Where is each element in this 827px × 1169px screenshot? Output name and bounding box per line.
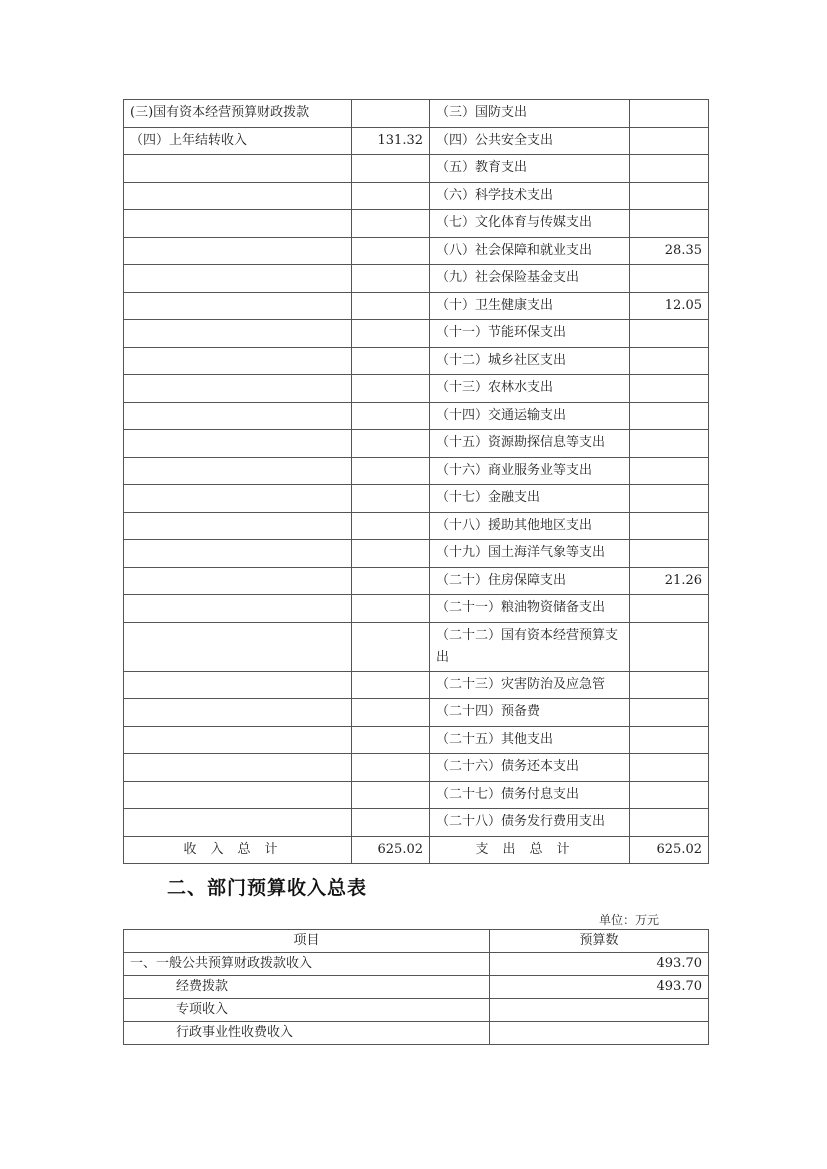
income-value-cell — [352, 809, 430, 837]
expense-value-cell — [630, 781, 709, 809]
expense-item-cell: （二十三）灾害防治及应急管 — [430, 671, 630, 699]
income-value-cell — [352, 375, 430, 403]
income-item-cell — [124, 182, 352, 210]
income-item-cell — [124, 292, 352, 320]
table-row — [124, 567, 709, 595]
table-row — [124, 976, 709, 999]
expense-value-cell — [630, 210, 709, 238]
table-row — [124, 402, 709, 430]
income-value-cell — [352, 567, 430, 595]
expense-value-cell — [630, 457, 709, 485]
income-value-cell — [352, 622, 430, 671]
income-value-cell — [352, 699, 430, 727]
table-row — [124, 457, 709, 485]
income-value-cell — [352, 430, 430, 458]
table-row — [124, 671, 709, 699]
budget-table-body — [124, 100, 709, 864]
table-row — [124, 754, 709, 782]
income-item-label: 行政事业性收费收入 — [124, 1022, 490, 1045]
income-item-cell — [124, 671, 352, 699]
expense-value-cell: 21.26 — [630, 567, 709, 595]
expense-item-cell: （十五）资源勘探信息等支出 — [430, 430, 630, 458]
income-item-cell — [124, 237, 352, 265]
income-item-value: 493.70 — [490, 953, 709, 976]
income-item-cell — [124, 375, 352, 403]
income-item-value: 493.70 — [490, 976, 709, 999]
expense-item-cell: （二十八）债务发行费用支出 — [430, 809, 630, 837]
expense-value-cell — [630, 155, 709, 183]
expense-item-cell: （三）国防支出 — [430, 100, 630, 128]
income-item-cell — [124, 430, 352, 458]
income-table-body — [124, 953, 709, 1045]
income-value-cell — [352, 671, 430, 699]
income-total-value: 625.02 — [352, 836, 430, 864]
income-item-label: 经费拨款 — [124, 976, 490, 999]
table-row — [124, 781, 709, 809]
expense-item-cell: （二十五）其他支出 — [430, 726, 630, 754]
expense-value-cell — [630, 809, 709, 837]
income-value-cell — [352, 237, 430, 265]
table-row — [124, 1022, 709, 1045]
expense-value-cell — [630, 127, 709, 155]
income-value-cell — [352, 512, 430, 540]
expense-value-cell — [630, 320, 709, 348]
table-row — [124, 182, 709, 210]
income-item-label: 一、一般公共预算财政拨款收入 — [124, 953, 490, 976]
income-item-cell — [124, 726, 352, 754]
table-row — [124, 155, 709, 183]
expense-item-cell: （十）卫生健康支出 — [430, 292, 630, 320]
expense-total-value: 625.02 — [630, 836, 709, 864]
table-row — [124, 726, 709, 754]
expense-item-cell: （八）社会保障和就业支出 — [430, 237, 630, 265]
table-row — [124, 210, 709, 238]
expense-item-cell: （二十二）国有资本经营预算支出 — [430, 622, 630, 671]
expense-item-cell: （二十六）债务还本支出 — [430, 754, 630, 782]
income-value-cell — [352, 210, 430, 238]
expense-value-cell — [630, 622, 709, 671]
section-title: 二、部门预算收入总表 — [167, 877, 368, 899]
expense-value-cell — [630, 430, 709, 458]
expense-item-cell: （十一）节能环保支出 — [430, 320, 630, 348]
income-item-value — [490, 999, 709, 1022]
income-item-cell — [124, 265, 352, 293]
income-value-cell — [352, 595, 430, 623]
expense-item-cell: （二十七）债务付息支出 — [430, 781, 630, 809]
expense-value-cell — [630, 265, 709, 293]
expense-value-cell — [630, 540, 709, 568]
expense-item-cell: （二十四）预备费 — [430, 699, 630, 727]
income-summary-table — [123, 929, 709, 1045]
table-row — [124, 595, 709, 623]
table-row — [124, 375, 709, 403]
table-row — [124, 512, 709, 540]
income-item-cell — [124, 595, 352, 623]
income-value-cell — [352, 155, 430, 183]
income-value-cell — [352, 182, 430, 210]
table-row — [124, 485, 709, 513]
income-item-cell — [124, 781, 352, 809]
expense-value-cell — [630, 100, 709, 128]
expense-item-cell: （二十）住房保障支出 — [430, 567, 630, 595]
income-item-cell — [124, 155, 352, 183]
table-row — [124, 430, 709, 458]
income-item-cell — [124, 540, 352, 568]
expense-value-cell — [630, 402, 709, 430]
table-row — [124, 127, 709, 155]
expense-item-cell: （九）社会保险基金支出 — [430, 265, 630, 293]
income-value-cell — [352, 726, 430, 754]
income-item-cell — [124, 754, 352, 782]
expense-value-cell: 28.35 — [630, 237, 709, 265]
table-row — [124, 265, 709, 293]
income-value-cell — [352, 320, 430, 348]
income-item-label: 专项收入 — [124, 999, 490, 1022]
expense-item-cell: （二十一）粮油物资储备支出 — [430, 595, 630, 623]
header-budget: 预算数 — [490, 930, 709, 953]
income-item-cell — [124, 210, 352, 238]
income-value-cell — [352, 402, 430, 430]
table-row — [124, 809, 709, 837]
income-item-cell — [124, 512, 352, 540]
income-value-cell — [352, 485, 430, 513]
income-value-cell — [352, 265, 430, 293]
income-item-cell — [124, 485, 352, 513]
expense-item-cell: （五）教育支出 — [430, 155, 630, 183]
income-item-cell — [124, 809, 352, 837]
expense-total-label: 支出总计 — [430, 836, 630, 864]
income-item-cell: （四）上年结转收入 — [124, 127, 352, 155]
header-item: 项目 — [124, 930, 490, 953]
expense-value-cell — [630, 726, 709, 754]
expense-item-cell: （六）科学技术支出 — [430, 182, 630, 210]
expense-value-cell — [630, 754, 709, 782]
table-row — [124, 953, 709, 976]
table-row — [124, 100, 709, 128]
expense-item-cell: （七）文化体育与传媒支出 — [430, 210, 630, 238]
budget-summary-table — [123, 99, 709, 864]
table-row — [124, 292, 709, 320]
expense-item-cell: （十八）援助其他地区支出 — [430, 512, 630, 540]
income-item-cell — [124, 567, 352, 595]
expense-value-cell — [630, 671, 709, 699]
expense-item-cell: （十七）金融支出 — [430, 485, 630, 513]
expense-value-cell — [630, 182, 709, 210]
table-row — [124, 622, 709, 671]
income-header-row — [124, 930, 709, 953]
income-total-label: 收入总计 — [124, 836, 352, 864]
income-value-cell — [352, 540, 430, 568]
expense-value-cell — [630, 375, 709, 403]
unit-label: 单位：万元 — [599, 913, 660, 927]
income-value-cell — [352, 781, 430, 809]
income-item-value — [490, 1022, 709, 1045]
expense-item-cell: （十九）国土海洋气象等支出 — [430, 540, 630, 568]
income-item-cell — [124, 347, 352, 375]
income-value-cell — [352, 754, 430, 782]
income-value-cell — [352, 100, 430, 128]
table-row — [124, 237, 709, 265]
expense-value-cell: 12.05 — [630, 292, 709, 320]
income-item-cell — [124, 622, 352, 671]
income-value-cell — [352, 347, 430, 375]
table-row — [124, 540, 709, 568]
income-item-cell — [124, 457, 352, 485]
expense-value-cell — [630, 699, 709, 727]
income-value-cell: 131.32 — [352, 127, 430, 155]
expense-item-cell: （十六）商业服务业等支出 — [430, 457, 630, 485]
expense-item-cell: （十四）交通运输支出 — [430, 402, 630, 430]
income-value-cell — [352, 457, 430, 485]
expense-item-cell: （四）公共安全支出 — [430, 127, 630, 155]
expense-value-cell — [630, 512, 709, 540]
table-row — [124, 347, 709, 375]
totals-row — [124, 836, 709, 864]
expense-value-cell — [630, 595, 709, 623]
expense-item-cell: （十二）城乡社区支出 — [430, 347, 630, 375]
expense-value-cell — [630, 347, 709, 375]
income-value-cell — [352, 292, 430, 320]
income-item-cell — [124, 699, 352, 727]
expense-item-cell: （十三）农林水支出 — [430, 375, 630, 403]
table-row — [124, 320, 709, 348]
income-item-cell: (三)国有资本经营预算财政拨款 — [124, 100, 352, 128]
table-row — [124, 699, 709, 727]
expense-value-cell — [630, 485, 709, 513]
table-row — [124, 999, 709, 1022]
income-item-cell — [124, 402, 352, 430]
income-item-cell — [124, 320, 352, 348]
